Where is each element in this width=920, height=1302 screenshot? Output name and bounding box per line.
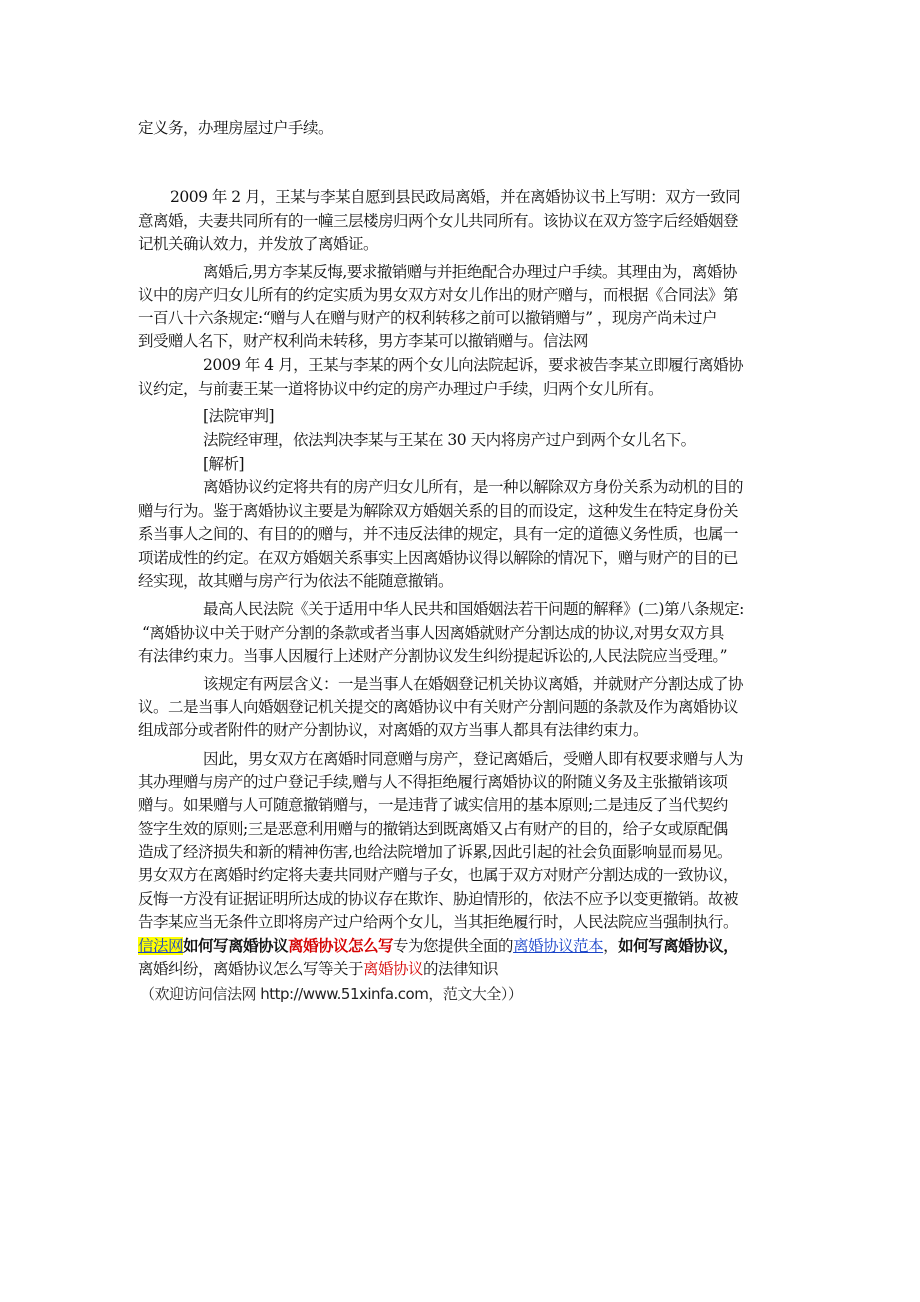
text-line: 法院经审理，依法判决李某与王某在 30 天内将房产过户到两个女儿名下。 <box>203 431 696 449</box>
text-line: 反悔一方没有证据证明所达成的协议存在欺诈、胁迫情形的，依法不应予以变更撤销。故被 <box>138 890 739 908</box>
text-line: 议。二是当事人向婚姻登记机关提交的离婚协议中有关财产分割问题的条款及作为离婚协议 <box>138 698 739 716</box>
footer-note: （欢迎访问信法网 http://www.51xinfa.com，范文大全）） <box>140 985 523 1003</box>
text-line: 意离婚，夫妻共同所有的一幢三层楼房归两个女儿共同所有。该协议在双方签字后经婚姻登 <box>138 212 739 230</box>
text-line: 其办理赠与房产的过户登记手续,赠与人不得拒绝履行离婚协议的附随义务及主张撤销该项 <box>138 773 728 791</box>
text-line: 赠与。如果赠与人可随意撤销赠与，一是违背了诚实信用的基本原则;二是违反了当代契约 <box>138 796 728 814</box>
promo-text: 离婚纠纷，离婚协议怎么写等关于 <box>138 960 364 978</box>
promo-bold-text: 如何写离婚协议 <box>183 936 289 955</box>
site-link[interactable]: 信法网 <box>138 937 184 955</box>
template-link[interactable]: 离婚协议范本 <box>513 937 604 955</box>
text-line: 组成部分或者附件的财产分割协议，对离婚的双方当事人都具有法律约束力。 <box>138 721 649 739</box>
text-line: 有法律约束力。当事人因履行上述财产分割协议发生纠纷提起诉讼的,人民法院应当受理。” <box>138 647 728 665</box>
text-line: 到受赠人名下，财产权利尚未转移，男方李某可以撤销赠与。信法网 <box>138 332 589 350</box>
promo-red-link[interactable]: 离婚协议 <box>363 960 424 978</box>
text-line: 记机关确认效力，并发放了离婚证。 <box>138 235 379 253</box>
text-line: 该规定有两层含义：一是当事人在婚姻登记机关协议离婚，并就财产分割达成了协 <box>203 675 744 693</box>
text-line: 2009 年 2 月，王某与李某自愿到县民政局离婚，并在离婚协议书上写明：双方一致同 <box>170 188 741 206</box>
text-line: 告李某应当无条件立即将房产过户给两个女儿，当其拒绝履行时，人民法院应当强制执行。 <box>138 913 739 931</box>
section-heading: [法院审判] <box>203 407 275 425</box>
text-line: 赠与行为。鉴于离婚协议主要是为解除双方婚姻关系的目的而设定，这种发生在特定身份关 <box>138 502 739 520</box>
text-line: 造成了经济损失和新的精神伤害,也给法院增加了诉累,因此引起的社会负面影响显而易见。 <box>138 843 732 861</box>
text-line: 定义务，办理房屋过户手续。 <box>138 119 334 137</box>
text-line: 因此，男女双方在离婚时同意赠与房产，登记离婚后，受赠人即有权要求赠与人为 <box>203 750 744 768</box>
text-line: 议约定，与前妻王某一道将协议中约定的房产办理过户手续，归两个女儿所有。 <box>138 380 664 398</box>
text-line: 一百八十六条规定:“赠与人在赠与财产的权利转移之前可以撤销赠与” ，现房产尚未过户 <box>138 309 718 327</box>
text-line: 经实现，故其赠与房产行为依法不能随意撤销。 <box>138 572 454 590</box>
promo-line <box>138 935 788 957</box>
promo-bold-text: 如何写离婚协议 <box>618 936 724 955</box>
promo-text: 的法律知识 <box>423 960 499 978</box>
text-line: 离婚协议约定将共有的房产归女儿所有，是一种以解除双方身份关系为动机的目的 <box>203 478 744 496</box>
text-line: 离婚后,男方李某反悔,要求撤销赠与并拒绝配合办理过户手续。其理由为，离婚协 <box>203 263 737 281</box>
text-line: 议中的房产归女儿所有的约定实质为男女双方对女儿作出的财产赠与，而根据《合同法》第 <box>138 286 739 304</box>
text-line: 系当事人之间的、有目的的赠与，并不违反法律的规定，具有一定的道德义务性质，也属一 <box>138 525 739 543</box>
section-heading: [解析] <box>203 455 245 473</box>
promo-text: 专为您提供全面的 <box>393 937 514 955</box>
promo-text: ， <box>603 937 619 955</box>
text-line: 最高人民法院《关于适用中华人民共和国婚姻法若干问题的解释》(二)第八条规定: <box>203 600 744 618</box>
promo-line <box>138 958 788 980</box>
promo-bold-text: ， <box>723 936 739 955</box>
text-line: 2009 年 4 月，王某与李某的两个女儿向法院起诉，要求被告李某立即履行离婚协 <box>203 356 744 374</box>
text-line: “离婚协议中关于财产分割的条款或者当事人因离婚就财产分割达成的协议,对男女双方具 <box>142 624 724 642</box>
text-line: 项诺成性的约定。在双方婚姻关系事实上因离婚协议得以解除的情况下，赠与财产的目的已 <box>138 549 739 567</box>
text-line: 签字生效的原则;三是恶意利用赠与的撤销达到既离婚又占有财产的目的，给子女或原配偶 <box>138 820 728 838</box>
text-line: 男女双方在离婚时约定将夫妻共同财产赠与子女，也属于双方对财产分割达成的一致协议， <box>138 866 739 884</box>
promo-red-link[interactable]: 离婚协议怎么写 <box>288 936 394 955</box>
